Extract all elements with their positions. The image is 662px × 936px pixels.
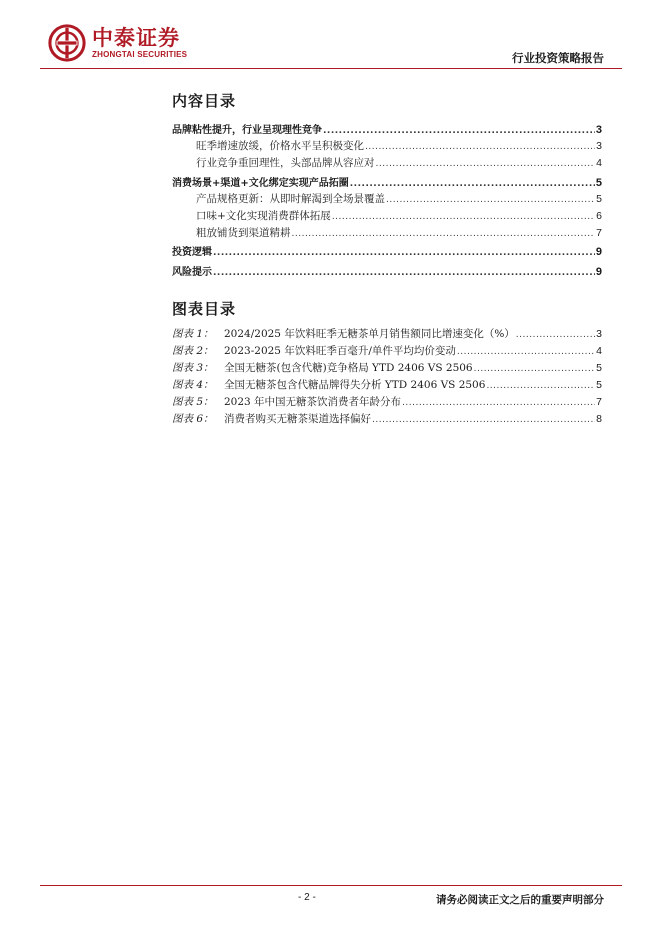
toc-entry[interactable]: 粗放铺货到渠道精耕 ..... 7 xyxy=(172,225,602,242)
figure-entry[interactable]: 图表 1： 2024/2025 年饮料旺季无糖茶单月销售额同比增速变化（%） ..... 3 xyxy=(172,326,602,343)
toc-entry[interactable]: 旺季增速放缓，价格水平呈积极变化 ..... 3 xyxy=(172,138,602,155)
figure-entry[interactable]: 图表 5： 2023 年中国无糖茶饮消费者年龄分布 ..... 7 xyxy=(172,394,602,411)
toc-entry[interactable]: 品牌粘性提升，行业呈现理性竞争 ..... 3 xyxy=(172,121,602,138)
figure-list xyxy=(172,326,602,428)
toc-list xyxy=(172,263,602,280)
brand-name-cn: 中泰证券 xyxy=(92,26,180,50)
toc-entry[interactable]: 口味+文化实现消费群体拓展 ..... 6 xyxy=(172,208,602,225)
toc-list xyxy=(172,174,602,242)
figure-entry[interactable]: 图表 2： 2023-2025 年饮料旺季百毫升/单件平均均价变动 ..... 4 xyxy=(172,343,602,360)
figure-entry[interactable]: 图表 4： 全国无糖茶包含代糖品牌得失分析 YTD 2406 VS 2506 ..... 5 xyxy=(172,377,602,394)
page-number: - 2 - xyxy=(298,892,316,903)
header-divider xyxy=(40,68,622,69)
figure-list-title: 图表目录 xyxy=(172,300,237,318)
figure-entry[interactable]: 图表 3： 全国无糖茶(包含代糖)竞争格局 YTD 2406 VS 2506 ..... 5 xyxy=(172,360,602,377)
footer-divider xyxy=(40,885,622,886)
brand-logo xyxy=(48,24,187,62)
toc-entry[interactable]: 风险提示 ..... 9 xyxy=(172,263,602,280)
toc-entry[interactable]: 投资逻辑 ..... 9 xyxy=(172,243,602,260)
report-type-title: 行业投资策略报告 xyxy=(512,51,604,65)
figure-entry[interactable]: 图表 6： 消费者购买无糖茶渠道选择偏好 ..... 8 xyxy=(172,411,602,428)
toc-title: 内容目录 xyxy=(172,92,237,110)
toc-entry[interactable]: 消费场景+渠道+文化绑定实现产品拓圈 ..... 5 xyxy=(172,174,602,191)
zhongtai-logo-icon xyxy=(48,24,86,62)
toc-list xyxy=(172,121,602,172)
brand-name-en: ZHONGTAI SECURITIES xyxy=(92,50,188,59)
toc-entry[interactable]: 产品规格更新：从即时解渴到全场景覆盖 ..... 5 xyxy=(172,191,602,208)
footer-disclaimer: 请务必阅读正文之后的重要声明部分 xyxy=(436,894,604,906)
toc-entry[interactable]: 行业竞争重回理性，头部品牌从容应对 ..... 4 xyxy=(172,155,602,172)
toc-list xyxy=(172,243,602,260)
